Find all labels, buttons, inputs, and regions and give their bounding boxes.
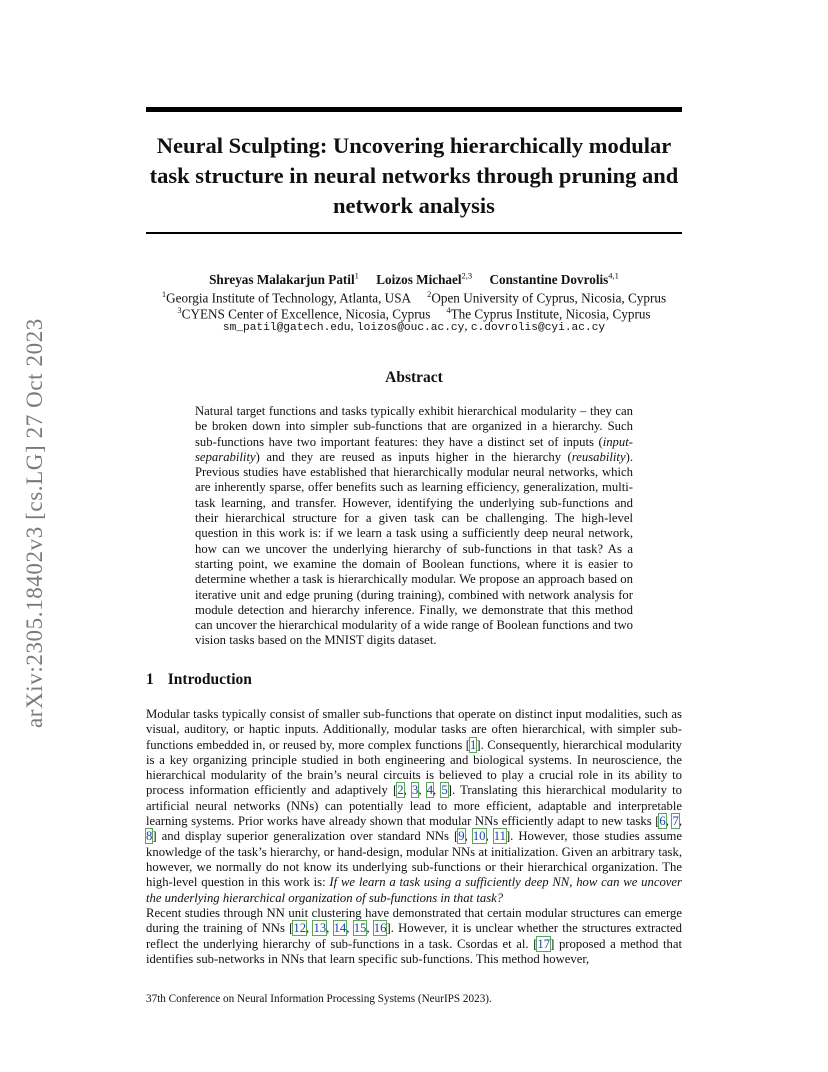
affiliation-line: $^1$Georgia Institute of Technology, Atlanta, USA $^2$Open University of Cyprus, Nicosia, Cyprus [161,289,667,306]
citation-link[interactable]: 12 [293,921,307,936]
citation-link[interactable]: 8 [146,829,153,844]
title-bottom-rule [146,232,682,234]
citation-link[interactable]: 11 [493,829,506,844]
author-name: Constantine Dovrolis$^{4,1}$ [489,271,619,288]
citation-link[interactable]: 9 [458,829,465,844]
citation-link[interactable]: 4 [426,783,434,798]
citation-link[interactable]: 5 [441,783,448,798]
arxiv-sidebar-stamp: arXiv:2305.18402v3 [cs.LG] 27 Oct 2023 [22,318,47,728]
citation-link[interactable]: 16 [373,921,387,936]
citation-link[interactable]: 1 [470,737,477,752]
paper-title: Neural Sculpting: Uncovering hierarchically modular task structure in neural networks through pruning and network analysis [149,133,679,218]
citation-link[interactable]: 13 [313,921,327,936]
author-emails: sm_patil@gatech.edu, loizos@ouc.ac.cy, c.dovrolis@cyi.ac.cy [222,318,606,334]
section-heading-introduction: 1 Introduction [146,671,252,688]
citation-link[interactable]: 14 [333,921,347,936]
conference-footnote: 37th Conference on Neural Information Processing Systems (NeurIPS 2023). [146,993,492,1005]
abstract-text: Natural target functions and tasks typically exhibit hierarchical modularity – they can be broken down into simpler sub-functions that are organized in a hierarchy. Such sub-functions have two important features: they have a distinct set of inputs (input-separability) and they are reused as inputs higher in the hierarchy (reusability). Previous studies have established that hierarchically modular neural networks, which are inherently sparse, offer benefits such as learning efficiency, generalization, multi-task learning, and transfer. However, identifying the underlying sub-functions and their hierarchical structure for a given task can be challenging. The high-level question in this work is: if we learn a task using a sufficiently deep neural network, how can we uncover the underlying hierarchy of sub-functions in that task? As a starting point, we examine the domain of Boolean functions, where it is easier to determine whether a task is hierarchically modular. We propose an approach based on iterative unit and edge pruning (during training), combined with network analysis for module detection and hierarchy inference. Finally, we demonstrate that this method can uncover the hierarchical modularity of a wide range of Boolean functions and two vision tasks based on the MNIST digits dataset. [195,404,633,648]
citation-link[interactable]: 7 [672,814,679,829]
citation-link[interactable]: 10 [472,829,486,844]
email-link[interactable]: sm_patil@gatech.edu [222,322,351,334]
title-top-rule [146,107,682,112]
citation-link[interactable]: 3 [411,783,419,798]
author-name: Loizos Michael$^{2,3}$ [376,271,473,288]
email-link[interactable]: loizos@ouc.ac.cy [356,322,465,334]
citation-link[interactable]: 15 [353,921,367,936]
affiliation-line: $^3$CYENS Center of Excellence, Nicosia, Cyprus $^4$The Cyprus Institute, Nicosia, Cyprus [177,305,651,322]
citation-link[interactable]: 2 [397,783,404,798]
citation-link[interactable]: 6 [659,814,666,829]
citation-link[interactable]: 17 [537,936,551,951]
intro-paragraph: Modular tasks typically consist of smaller sub-functions that operate on distinct input modalities, such as visual, auditory, or haptic inputs. Additionally, modular tasks are often hierarchical, with simpler sub-functions embedded in, or reused by, more complex functions [1]. Consequently, hierarchical modularity is a key organizing principle studied in both engineering and biological systems. In neuroscience, the hierarchical modularity of the brain’s neural circuits is believed to play a crucial role in its ability to process information efficiently and adaptively [2, 3, 4, 5]. Translating this hierarchical modularity to artificial neural networks (NNs) can potentially lead to more efficient, adaptable and interpretable learning systems. Prior works have already shown that modular NNs efficiently adapt to new tasks [6, 7, 8] and display superior generalization over standard NNs [9, 10, 11]. However, those studies assume knowledge of the task’s hierarchy, or hand-design, modular NNs at initialization. Given an arbitrary task, however, we normally do not know its underlying sub-functions or their hierarchical organization. The high-level question in this work is: If we learn a task using a sufficiently deep NN, how can we uncover the underlying hierarchical organization of sub-functions in that task? [146,707,683,905]
intro-paragraph: Recent studies through NN unit clustering have demonstrated that certain modular structures can emerge during the training of NNs [12, 13, 14, 15, 16]. However, it is unclear whether the structures extracted reflect the underlying hierarchy of sub-functions in a task. Csordas et al. [17] proposed a method that identifies sub-networks in NNs that learn specific sub-functions. This method however, [146,906,683,966]
email-link[interactable]: c.dovrolis@cyi.ac.cy [470,322,606,334]
author-name: Shreyas Malakarjun Patil$^1$ [209,271,359,288]
abstract-heading: Abstract [385,369,443,386]
